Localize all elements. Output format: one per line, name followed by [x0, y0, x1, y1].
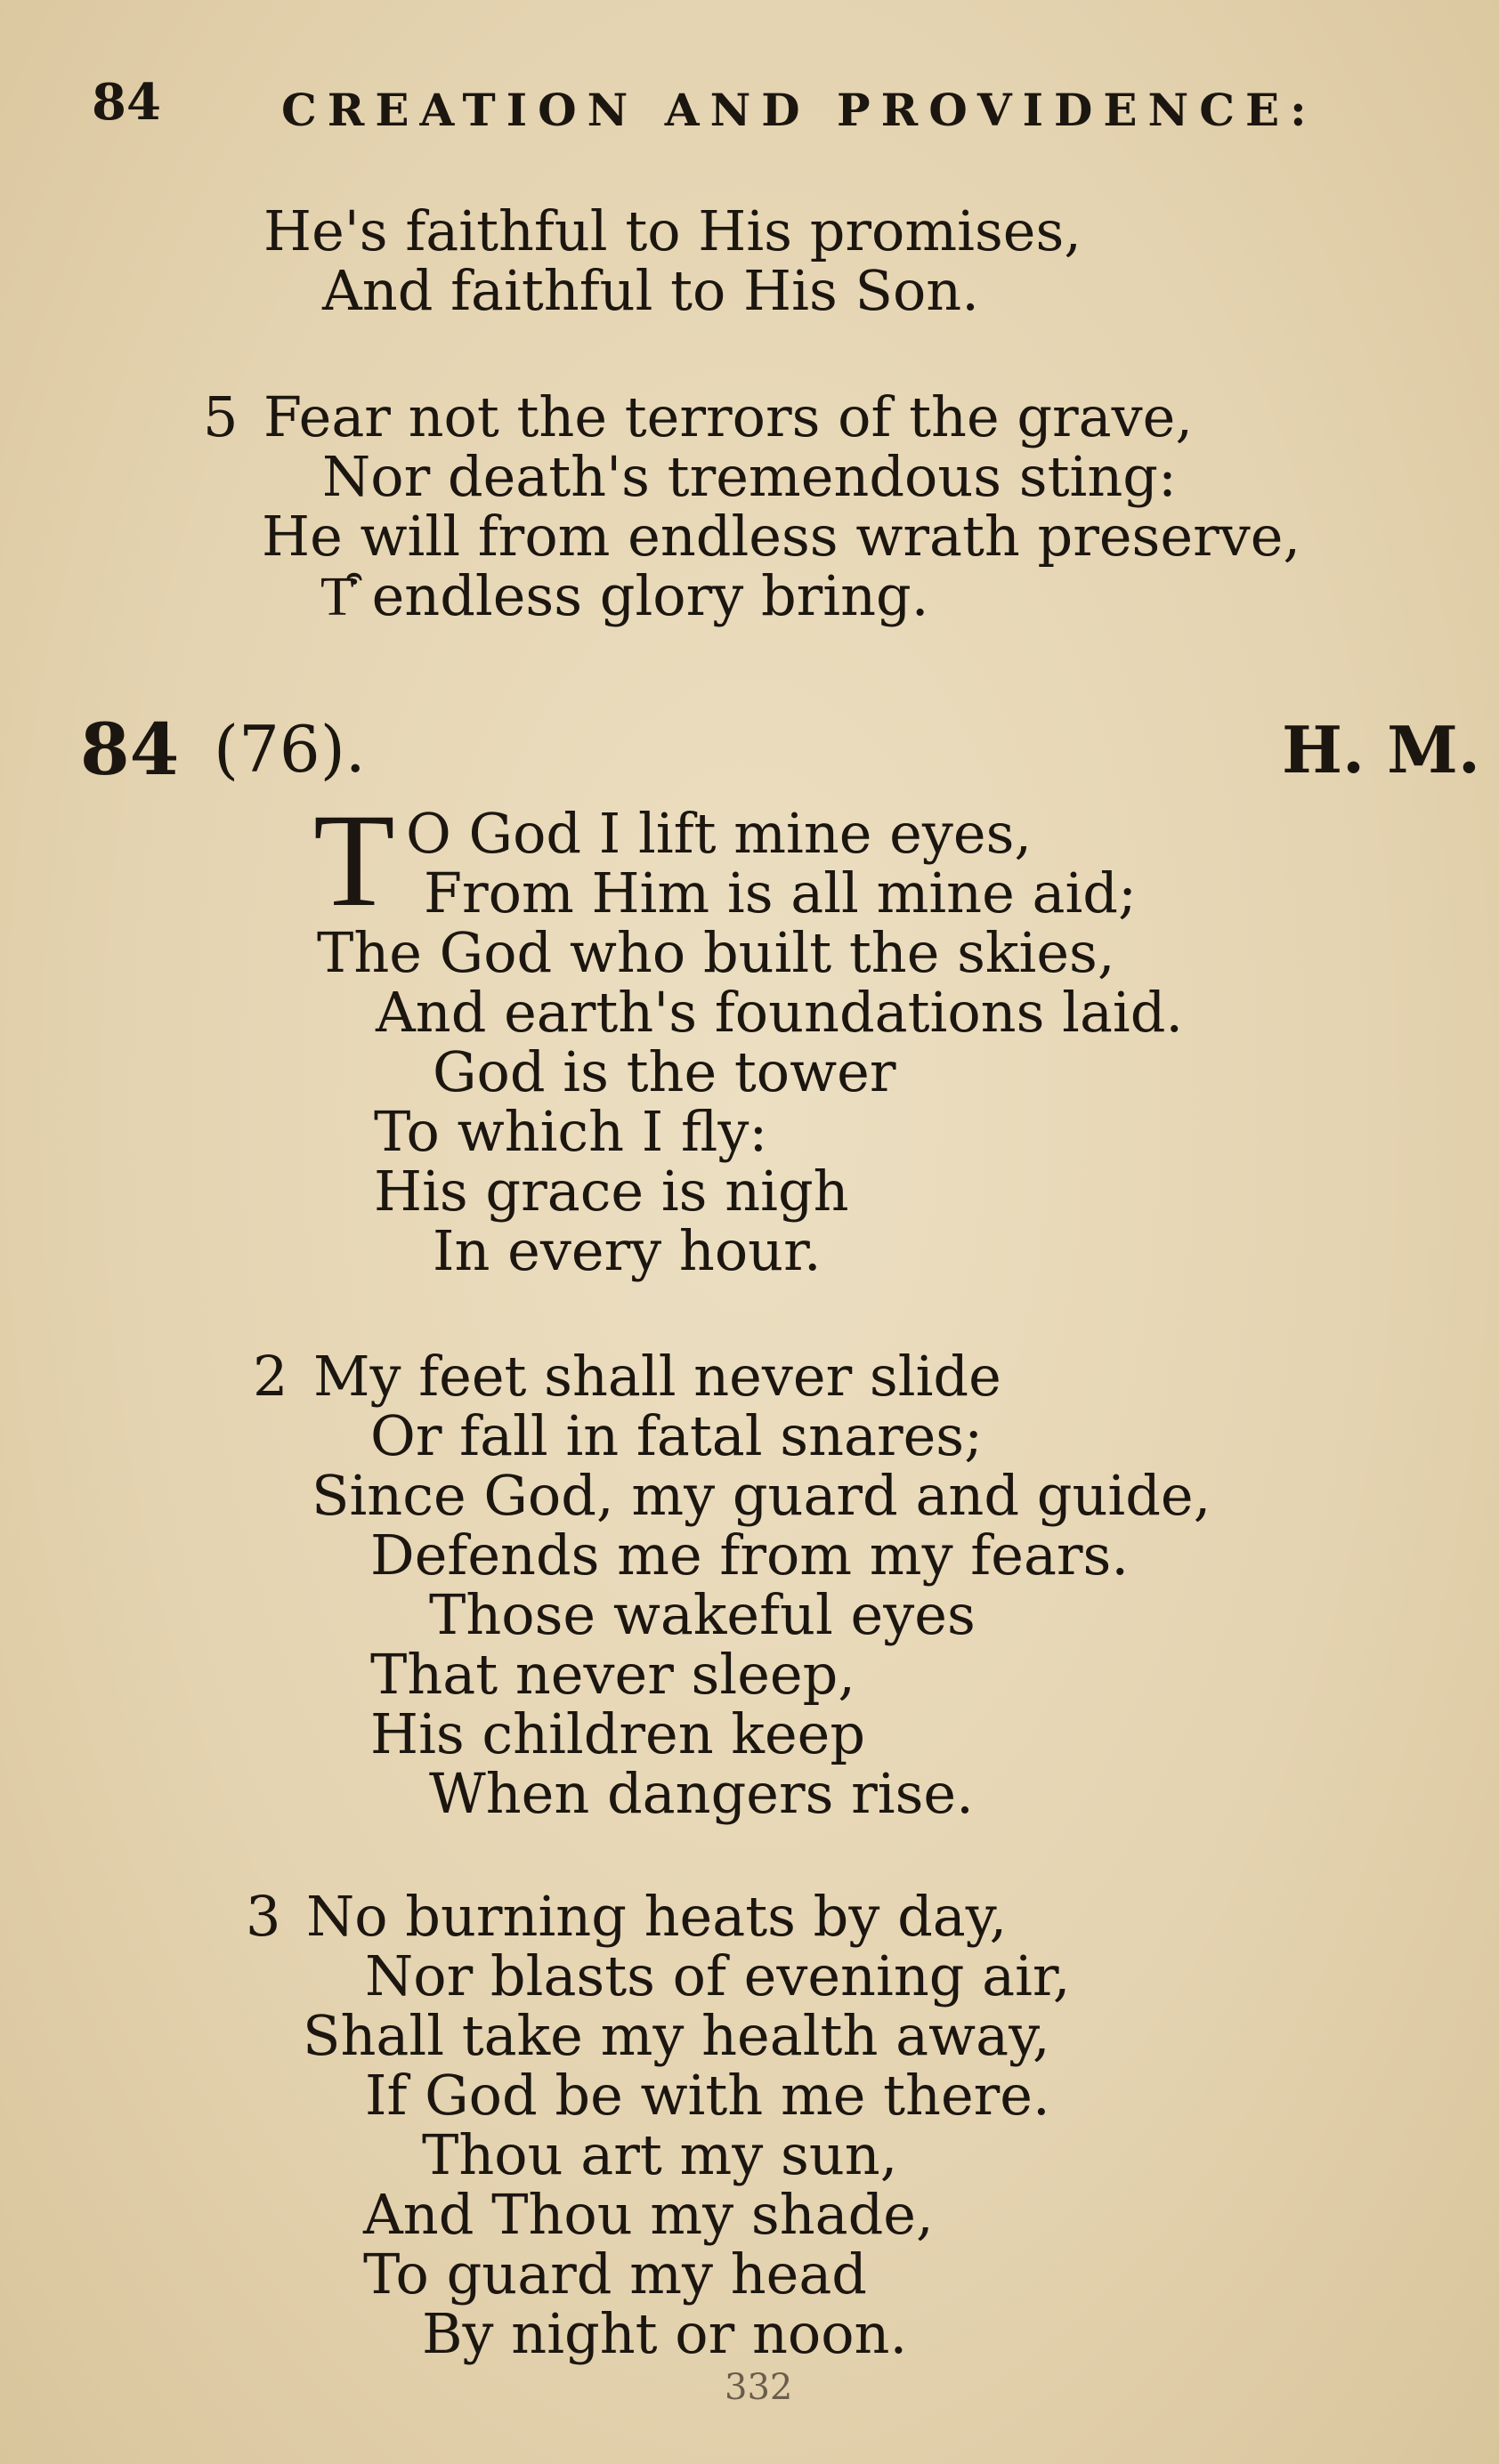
verse-line: Thou art my sun,	[422, 2122, 898, 2187]
verse-line: Nor blasts of evening air,	[365, 1943, 1071, 2008]
verse-line: To guard my head	[363, 2242, 867, 2306]
page-number: 84	[92, 73, 161, 132]
verse-line: Shall take my health away,	[303, 2003, 1050, 2068]
verse-line: If God be with me there.	[365, 2063, 1050, 2128]
hymn-alt-number: (76).	[214, 712, 366, 787]
verse-line: And faithful to His Son.	[322, 258, 979, 323]
verse-line: Fear not the terrors of the grave,	[263, 384, 1194, 449]
hymn-number: 84	[80, 707, 180, 791]
verse-line: His children keep	[370, 1701, 866, 1766]
verse-line: No burning heats by day,	[306, 1884, 1008, 1949]
verse-line: To which I fly:	[374, 1099, 768, 1164]
verse-line: By night or noon.	[422, 2301, 908, 2366]
verse-line: When dangers rise.	[429, 1761, 974, 1826]
verse-line: Nor death's tremendous sting:	[322, 444, 1177, 509]
verse-line: Defends me from my fears.	[370, 1523, 1130, 1587]
verse-line: From Him is all mine aid;	[424, 860, 1137, 925]
verse-line: And Thou my shade,	[363, 2182, 934, 2247]
verse-line: Or fall in fatal snares;	[370, 1403, 983, 1468]
verse-line: T͒ endless glory bring.	[320, 563, 929, 628]
verse-line: That never sleep,	[370, 1642, 855, 1707]
drop-cap: T	[313, 787, 395, 934]
meter-indicator: H. M.	[1282, 712, 1480, 788]
verse-line: He's faithful to His promises,	[263, 198, 1082, 263]
stanza-number: 2	[253, 1344, 288, 1409]
running-title: CREATION AND PROVIDENCE:	[281, 84, 1317, 136]
verse-line: The God who built the skies,	[317, 920, 1115, 985]
stanza-number: 5	[203, 384, 239, 449]
verse-line: My feet shall never slide	[313, 1344, 1001, 1409]
verse-line: His grace is nigh	[374, 1159, 849, 1224]
verse-line: Since God, my guard and guide,	[312, 1463, 1211, 1528]
verse-line: He will from endless wrath preserve,	[262, 504, 1301, 569]
page-index: 332	[725, 2367, 793, 2408]
verse-line: God is the tower	[433, 1039, 896, 1104]
verse-line: In every hour.	[433, 1218, 822, 1283]
verse-line: O God I lift mine eyes,	[406, 801, 1033, 866]
verse-line: Those wakeful eyes	[429, 1582, 976, 1647]
verse-line: And earth's foundations laid.	[376, 980, 1184, 1045]
stanza-number: 3	[246, 1884, 281, 1949]
